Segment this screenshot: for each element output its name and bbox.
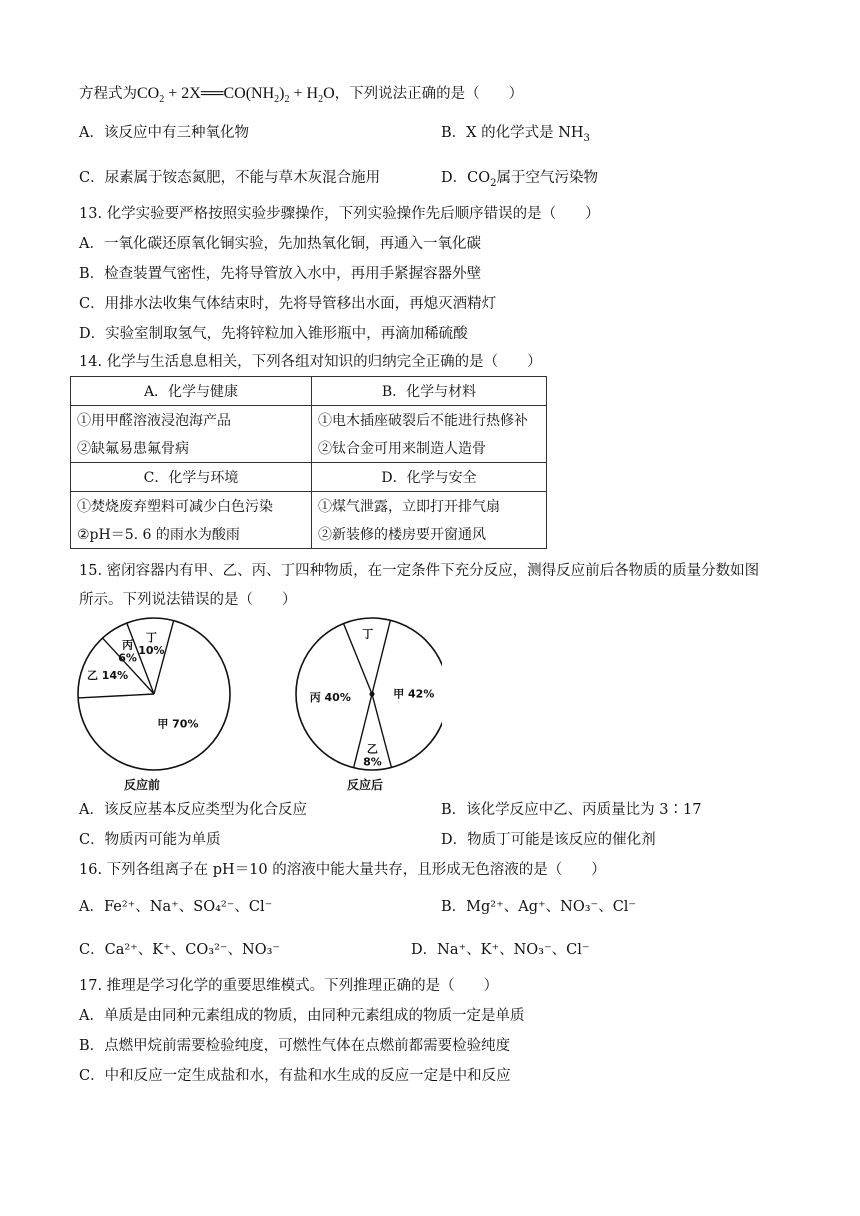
q13-option-b: B．检查装置气密性，先将导管放入水中，再用手紧握容器外壁 bbox=[79, 266, 482, 282]
q15-pie-figure bbox=[72, 612, 442, 794]
q12-equation bbox=[137, 85, 335, 106]
eq-close: ) bbox=[279, 85, 285, 102]
q17-option-b: B．点燃甲烷前需要检验纯度，可燃性气体在点燃前都需要检验纯度 bbox=[79, 1038, 511, 1054]
q12-stem-suffix: ，下列说法正确的是（ ） bbox=[334, 86, 524, 102]
eq-sub: 2 bbox=[274, 94, 280, 106]
table-cell-b2: ②钛合金可用来制造人造骨 bbox=[312, 434, 547, 463]
q13-option-c: C．用排水法收集气体结束时，先将导管移出水面，再熄灭酒精灯 bbox=[79, 296, 497, 312]
eq-sub: 2 bbox=[318, 94, 324, 106]
q15-stem-line2: 所示。下列说法错误的是（ ） bbox=[79, 592, 297, 608]
table-head-b: B．化学与材料 bbox=[312, 377, 547, 406]
q15-option-c: C．物质丙可能为单质 bbox=[79, 832, 221, 848]
eq-sub: 2 bbox=[284, 94, 290, 106]
q16-option-b: B．Mg²⁺、Ag⁺、NO₃⁻、Cl⁻ bbox=[441, 899, 637, 915]
q17-option-c: C．中和反应一定生成盐和水，有盐和水生成的反应一定是中和反应 bbox=[79, 1068, 511, 1084]
q16-option-a: A．Fe²⁺、Na⁺、SO₄²⁻、Cl⁻ bbox=[79, 899, 273, 915]
q15-option-d: D．物质丁可能是该反应的催化剂 bbox=[441, 832, 656, 848]
q17-option-a: A．单质是由同种元素组成的物质，由同种元素组成的物质一定是单质 bbox=[79, 1008, 525, 1024]
pie-chart-after bbox=[296, 618, 442, 770]
table-cell-d1: ①煤气泄露，立即打开排气扇 bbox=[312, 492, 547, 521]
q14-knowledge-table bbox=[70, 376, 547, 549]
table-cell-c1: ①焚烧废弃塑料可减少白色污染 bbox=[71, 492, 312, 521]
q16-option-c: C．Ca²⁺、K⁺、CO₃²⁻、NO₃⁻ bbox=[79, 942, 281, 958]
pie-slice-label-丙: 丙 40% bbox=[309, 690, 351, 704]
pie-slice-label-丙: 丙 6% bbox=[118, 638, 137, 665]
table-cell-b1: ①电木插座破裂后不能进行热修补 bbox=[312, 406, 547, 435]
eq-sub: 2 bbox=[159, 94, 165, 106]
pie-chart-before bbox=[78, 618, 230, 770]
q13-option-a: A．一氧化碳还原氧化铜实验，先加热氧化铜，再通入一氧化碳 bbox=[79, 236, 481, 252]
q15-stem-line1: 15. 密闭容器内有甲、乙、丙、丁四种物质，在一定条件下充分反应，测得反应前后各物质的质量分数如图 bbox=[79, 563, 760, 579]
q15-option-a: A．该反应基本反应类型为化合反应 bbox=[79, 802, 307, 818]
eq-o: O bbox=[323, 85, 335, 102]
q12-option-d-sub: 2 bbox=[490, 177, 497, 189]
table-cell-c2: ②pH＝5. 6 的雨水为酸雨 bbox=[71, 520, 312, 549]
q13-stem: 13. 化学实验要严格按照实验步骤操作，下列实验操作先后顺序错误的是（ ） bbox=[79, 206, 600, 222]
q16-stem: 16. 下列各组离子在 pH＝10 的溶液中能大量共存，且形成无色溶液的是（ ） bbox=[79, 862, 606, 878]
table-cell-a1: ①用甲醛溶液浸泡海产品 bbox=[71, 406, 312, 435]
pie-center-dot bbox=[370, 692, 375, 697]
q12-stem bbox=[79, 84, 523, 104]
q12-option-b bbox=[441, 123, 590, 143]
q17-stem: 17. 推理是学习化学的重要思维模式。下列推理正确的是（ ） bbox=[79, 978, 499, 994]
pie-slice-label-丁: 丁 10% bbox=[138, 630, 165, 657]
pie-before-caption: 反应前 bbox=[124, 778, 161, 792]
q12-option-d bbox=[441, 168, 598, 188]
q12-option-d-suffix: 属于空气污染物 bbox=[496, 170, 598, 186]
table-cell-d2: ②新装修的楼房要开窗通风 bbox=[312, 520, 547, 549]
q14-stem: 14. 化学与生活息息相关，下列各组对知识的归纳完全正确的是（ ） bbox=[79, 354, 542, 370]
q12-option-b-sub: 3 bbox=[583, 132, 590, 144]
q12-stem-prefix: 方程式为 bbox=[79, 86, 137, 102]
pie-slice-label-乙: 乙 8% bbox=[363, 742, 382, 769]
pie-slice-label-甲: 甲 42% bbox=[393, 687, 435, 701]
eq-h: + H bbox=[289, 85, 319, 102]
table-head-a: A．化学与健康 bbox=[71, 377, 312, 406]
table-cell-a2: ②缺氟易患氟骨病 bbox=[71, 434, 312, 463]
q12-option-a: A．该反应中有三种氧化物 bbox=[79, 125, 249, 141]
eq-co2: CO bbox=[137, 85, 160, 102]
q15-option-b: B．该化学反应中乙、丙质量比为 3∶17 bbox=[441, 802, 702, 818]
table-head-d: D．化学与安全 bbox=[312, 463, 547, 492]
pie-slice-label-甲: 甲 70% bbox=[157, 717, 199, 731]
q13-option-d: D．实验室制取氢气，先将锌粒加入锥形瓶中，再滴加稀硫酸 bbox=[79, 326, 468, 342]
pie-slice-label-乙: 乙 14% bbox=[86, 669, 129, 683]
pie-after-caption: 反应后 bbox=[347, 778, 384, 792]
eq-mid: + 2X══CO(NH bbox=[164, 85, 275, 102]
q12-option-c: C．尿素属于铵态氮肥，不能与草木灰混合施用 bbox=[79, 170, 381, 186]
q12-option-b-text: B．X 的化学式是 NH bbox=[441, 125, 584, 141]
table-head-c: C．化学与环境 bbox=[71, 463, 312, 492]
q12-option-d-text: D．CO bbox=[441, 170, 491, 186]
pie-slice-label-丁: 丁 bbox=[362, 627, 374, 641]
q16-option-d: D．Na⁺、K⁺、NO₃⁻、Cl⁻ bbox=[411, 942, 590, 958]
